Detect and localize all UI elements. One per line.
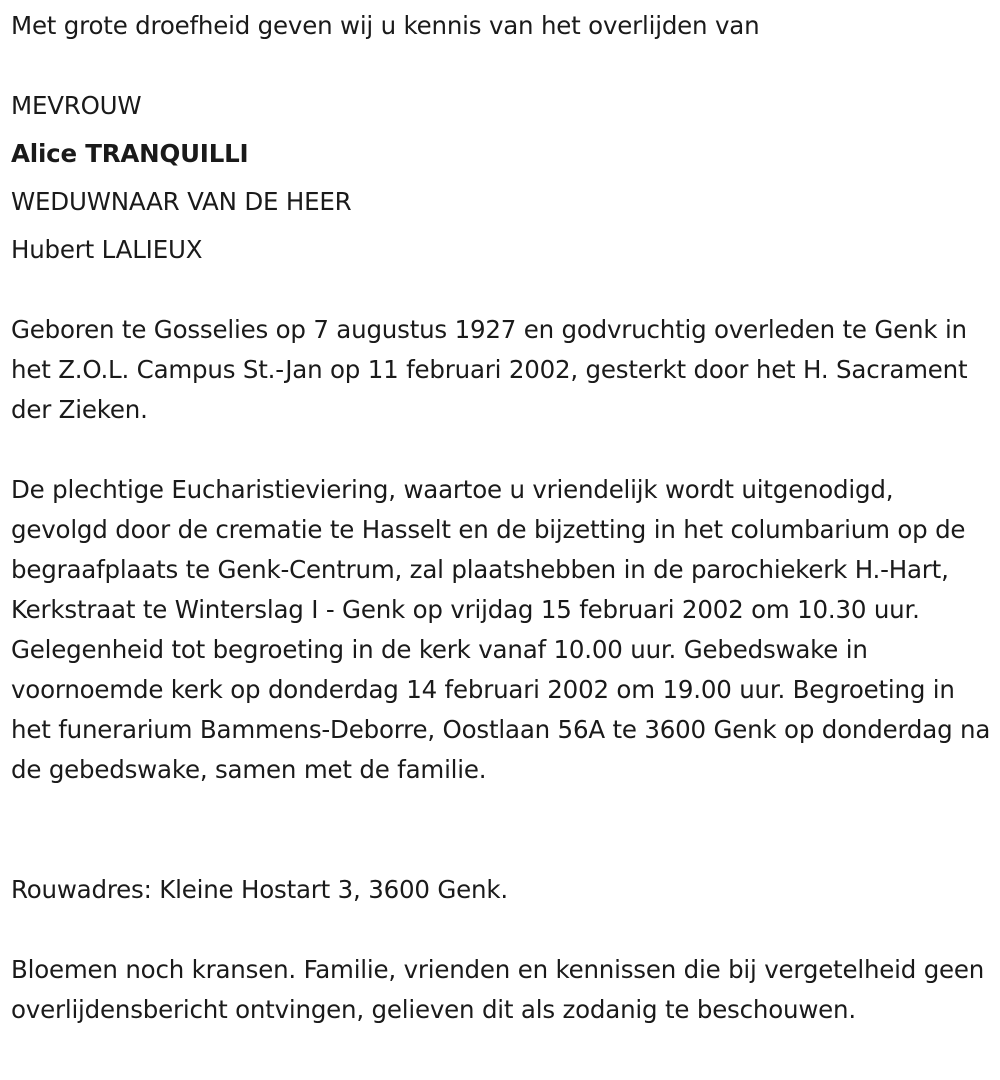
deceased-name: Alice TRANQUILLI: [11, 139, 249, 168]
spouse-name: Hubert LALIEUX: [11, 235, 203, 264]
address-paragraph: Rouwadres: Kleine Hostart 3, 3600 Genk.: [11, 875, 508, 904]
birth-death-paragraph: Geboren te Gosselies op 7 augustus 1927 en godvruchtig overleden te Genk in het Z.O.L. Campus St.-Jan op 11 februari 2002, gesterkt door het H. Sacrament der Zieken.: [11, 315, 968, 424]
closing-paragraph: Bloemen noch kransen. Familie, vrienden en kennissen die bij vergetelheid geen overlijdensbericht ontvingen, gelieven dit als zodanig te beschouwen.: [11, 955, 985, 1024]
salutation: MEVROUW: [11, 91, 142, 120]
ceremony-paragraph: De plechtige Eucharistieviering, waartoe u vriendelijk wordt uitgenodigd, gevolgd door de crematie te Hasselt en de bijzetting in het columbarium op de begraafplaats te Genk-Centrum, zal plaatshebben in de parochiekerk H.-Hart, Kerkstraat te Winterslag I - Genk op vrijdag 15 februari 2002 om 10.30 uur. Gelegenheid tot begroeting in de kerk vanaf 10.00 uur. Gebedswake in voornoemde kerk op donderdag 14 februari 2002 om 19.00 uur. Begroeting in het funerarium Bammens-Deborre, Oostlaan 56A te 3600 Genk op donderdag na de gebedswake, samen met de familie.: [11, 475, 991, 784]
relation-text: WEDUWNAAR VAN DE HEER: [11, 187, 352, 216]
intro-text: Met grote droefheid geven wij u kennis van het overlijden van: [11, 11, 760, 40]
